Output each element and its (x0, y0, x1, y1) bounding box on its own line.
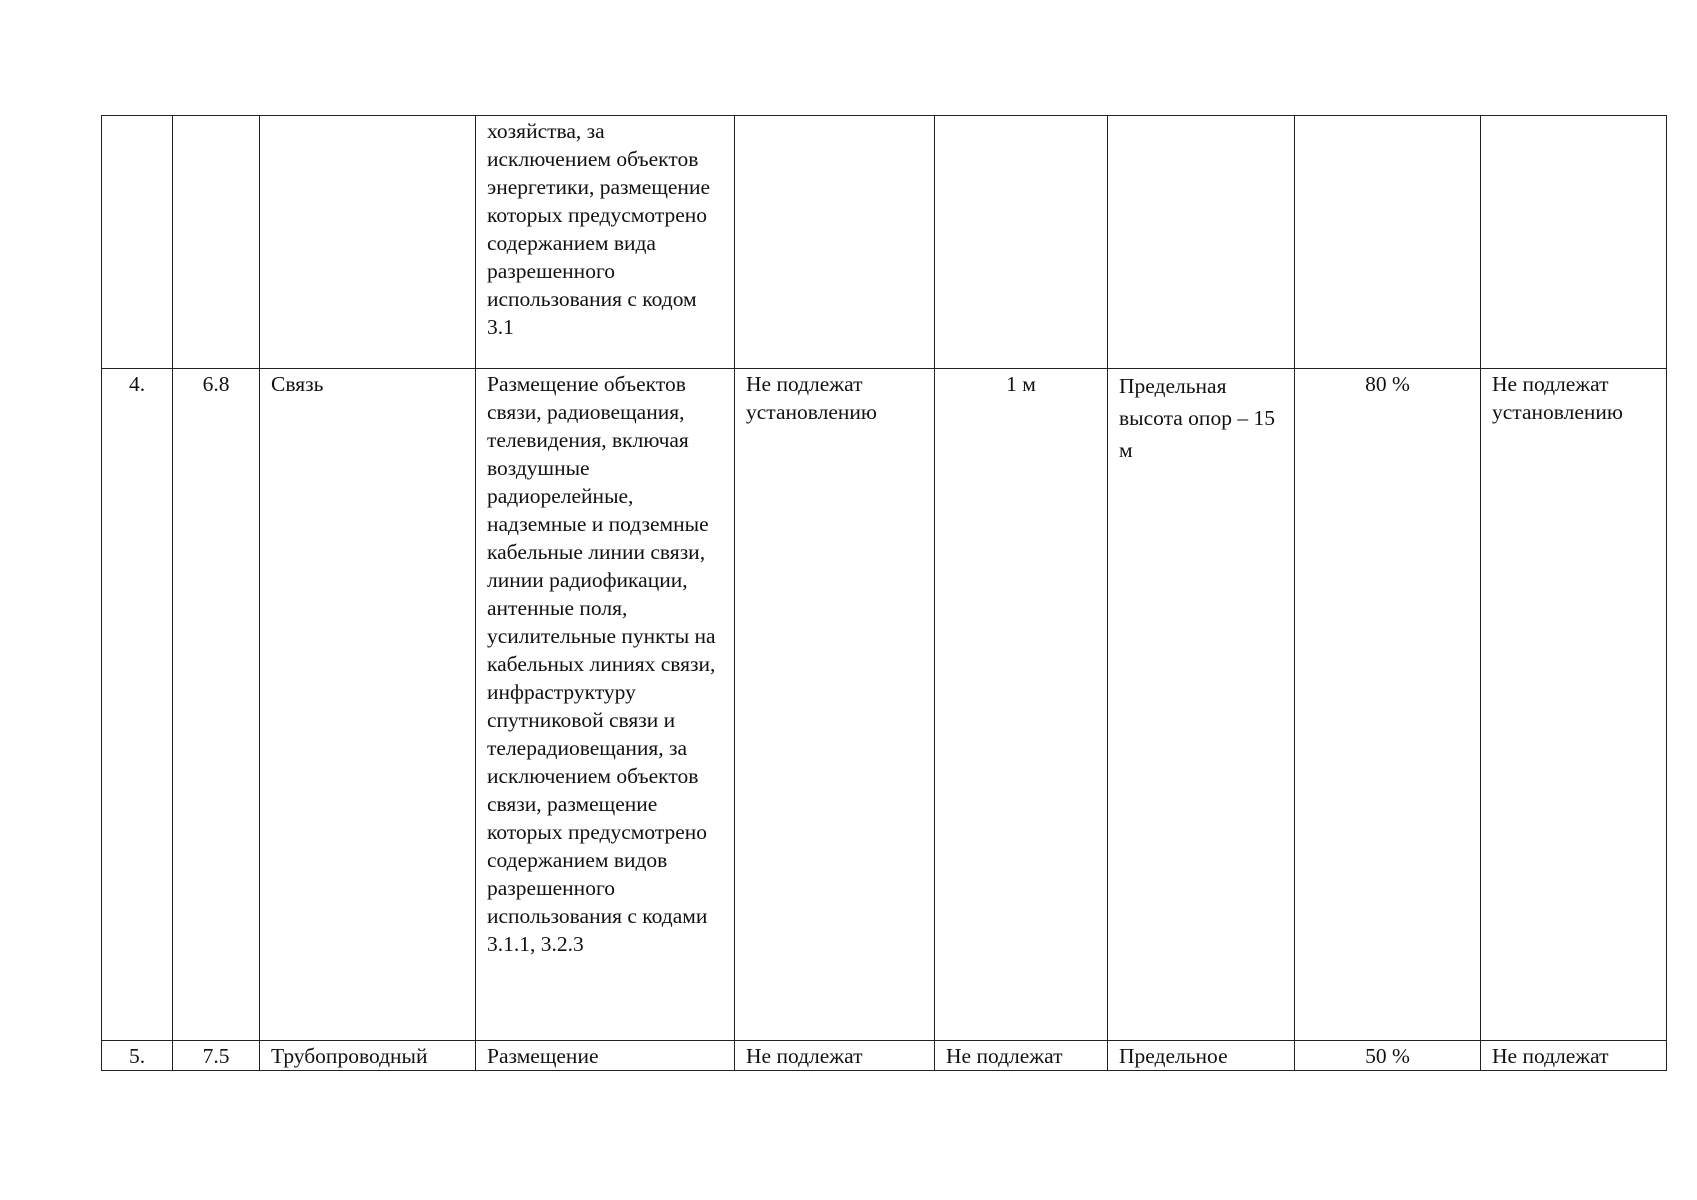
other-parameter-cell: Не подлежат (1481, 1041, 1667, 1071)
parameter-cell (735, 116, 935, 369)
code-cell: 7.5 (173, 1041, 260, 1071)
coverage-percent-cell: 80 % (1295, 369, 1481, 1041)
regulations-table (101, 115, 1667, 1071)
use-name-cell (260, 116, 476, 369)
coverage-percent-cell (1295, 116, 1481, 369)
use-description-cell: Размещение объектов связи, радиовещания, телевидения, включая воздушные радиорелейные, надземные и подземные кабельные линии связи, линии радиофикации, антенные поля, усилительные пункты на кабельных линиях связи, инфраструктуру спутниковой связи и телерадиовещания, за исключением объектов связи, размещение которых предусмотрено содержанием видов разрешенного использования с кодами 3.1.1, 3.2.3 (476, 369, 735, 1041)
height-limit-cell: Предельная высота опор – 15 м (1108, 369, 1295, 1041)
use-description-cell: Размещение (476, 1041, 735, 1071)
use-name-cell: Трубопроводный (260, 1041, 476, 1071)
code-cell (173, 116, 260, 369)
table-row (102, 116, 1667, 369)
use-description-cell: хозяйства, за исключением объектов энергетики, размещение которых предусмотрено содержанием вида разрешенного использования с кодом 3.1 (476, 116, 735, 369)
setback-cell: Не подлежат (935, 1041, 1108, 1071)
height-limit-cell: Предельное (1108, 1041, 1295, 1071)
height-limit-cell (1108, 116, 1295, 369)
table-row (102, 369, 1667, 1041)
table-row (102, 1041, 1667, 1071)
use-name-cell: Связь (260, 369, 476, 1041)
code-cell: 6.8 (173, 369, 260, 1041)
row-number-cell: 4. (102, 369, 173, 1041)
other-parameter-cell: Не подлежат установлению (1481, 369, 1667, 1041)
row-number-cell: 5. (102, 1041, 173, 1071)
other-parameter-cell (1481, 116, 1667, 369)
row-number-cell (102, 116, 173, 369)
setback-cell (935, 116, 1108, 369)
parameter-cell: Не подлежат (735, 1041, 935, 1071)
parameter-cell: Не подлежат установлению (735, 369, 935, 1041)
coverage-percent-cell: 50 % (1295, 1041, 1481, 1071)
setback-cell: 1 м (935, 369, 1108, 1041)
